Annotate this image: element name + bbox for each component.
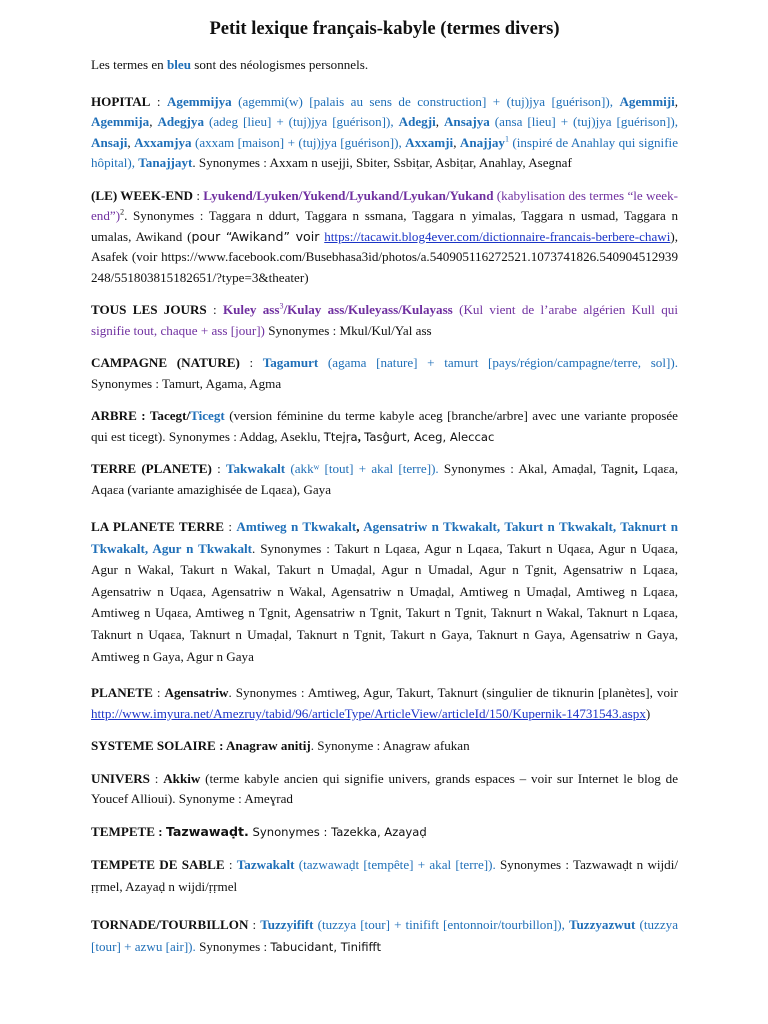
entry-hopital: HOPITAL : Agemmijya (agemmi(w) [palais au sens de construction] + (tuj)jya [guérison]), Agemmiji, Agemmija, Adegjya (adeg [lieu] + (tuj)jya [guérison]), Adegji, Ansajya (ansa [lieu] + (tuj)jya [guérison]), Ansaji, Axxamjya (axxam [maison] + (tuj)jya [guérison]), Axxamji, Anajjay$^1$ (inspiré de Anahlay qui signifie hôpital), Tanajjayt. Synonymes : Axxam n usejji, Sbiter, Ssbiṭar, Asbiṭar, Anahlay, Asegnaf <box>91 93 679 170</box>
entry-head: UNIVERS <box>91 770 150 786</box>
entry-head: PLANETE <box>91 685 153 701</box>
term: Lyukend/Lyuken/Yukend/Lyukand/Lyukan/Yukand <box>203 187 494 203</box>
separator: , <box>357 428 365 444</box>
intro-text-end: sont des néologismes personnels. <box>191 57 369 72</box>
synonyms: Synonymes : Tazwawaḍt n wijdi/ṛṛmel, Azayaḍ n wijdi/ṛṛmel <box>91 857 678 895</box>
dictionary-link[interactable]: https://tacawit.blog4ever.com/dictionnaire-francais-berbere-chawi <box>324 228 671 244</box>
synonyms: Synonymes : <box>195 939 271 955</box>
footnote-ref[interactable]: 1 <box>504 134 509 144</box>
separator: : <box>239 355 263 370</box>
separator: , <box>634 461 638 476</box>
term-note: (tazwawaḍt [tempête] + akal [terre]). <box>294 857 496 873</box>
synonyms: Synonymes : Mkul/Kul/Yal ass <box>264 322 432 338</box>
term: Tuzzyifift <box>260 917 314 933</box>
entry-planete-terre: LA PLANETE TERRE : Amtiweg n Tkwakalt, Agensatriw n Tkwakalt, Takurt n Tkwakalt, Taknurt n Tkwakalt, Agur n Tkwakalt. Synonymes : Takurt n Lqaɛa, Agur n Lqaɛa, Takurt n Uqaɛa, Agur n Uqaɛa, Agur n Wakal, Takurt n Wakal, Takurt n Umaḍal, Agur n Umadal, Agur n Tgnit, Agensatriw n Lqaɛa, Agensatriw n Uqaɛa, Agensatriw n Wakal, Agensatriw n Umaḍal, Amtiweg n Umaḍal, Amtiweg n Lqaɛa, Amtiweg n Uqaɛa, Amtiweg n Tgnit, Agensatriw n Tgnit, Takurt n Tgnit, Taknurt n Wakal, Taknurt n Lqaɛa, Taknurt n Uqaɛa, Taknurt n Umaḍal, Taknurt n Tgnit, Takurt n Gaya, Taknurt n Gaya, Agensatriw n Gaya, Amtiweg n Gaya, Agur n Gaya <box>91 519 679 664</box>
term-note: (version féminine du terme kabyle aceg [branche/arbre] avec une variante proposée qui est ticegt). Synonymes : Addag, Aseklu, <box>91 408 678 444</box>
term: Axxamji <box>405 134 454 150</box>
entry-head: (LE) WEEK-END <box>91 187 194 203</box>
separator: ) <box>645 705 651 721</box>
term-note: (adeg [lieu] + (tuj)jya [guérison]), <box>204 114 394 129</box>
term-note: (inspiré de Anahlay qui signifie hôpital), <box>91 134 679 170</box>
synonyms: Synonymes : Akal, Amaḍal, Tagnit <box>438 461 635 476</box>
footnote-ref[interactable]: 2 <box>120 207 125 217</box>
term: Adegjya <box>157 114 204 129</box>
term: Taknurt n Tkwakalt <box>91 519 679 556</box>
term-note: (Kul vient de l’arabe algérien Kull qui signifie tout, chaque + ass [jour]) <box>91 302 678 338</box>
term: Agemmiji <box>619 93 675 109</box>
term-note: (agama [nature] + tamurt [pays/région/campagne/terre, sol]). <box>318 355 678 370</box>
entry-head: TORNADE/TOURBILLON <box>91 917 249 933</box>
term: Ticegt <box>190 408 225 423</box>
intro-paragraph <box>91 55 678 76</box>
entry-terre <box>91 459 678 500</box>
term-note: (axxam [maison] + (tuj)jya [guérison]), <box>191 134 402 150</box>
separator: : <box>248 917 261 933</box>
entry-head: LA PLANETE TERRE <box>91 519 224 534</box>
separator: : <box>206 302 223 317</box>
term: Anajjay <box>459 134 505 150</box>
term: Agensatriw n Tkwakalt <box>363 519 497 534</box>
term: Agensatriw <box>164 685 229 701</box>
term: /Kulay ass/Kuleyass/Kulayass <box>283 302 453 317</box>
synonyms: . Synonymes : Axxam n usejji, Sbiter, Ssbiṭar, Asbiṭar, Anahlay, Asegnaf <box>192 155 572 170</box>
term: Ansajya <box>443 114 490 129</box>
term: Agemmija <box>91 114 150 129</box>
entry-tempete-de-sable <box>91 854 678 898</box>
separator: : <box>150 93 167 109</box>
entry-head: ARBRE : Tacegt/ <box>91 408 191 423</box>
separator: : <box>149 770 164 786</box>
term: Agur n Tkwakalt <box>152 540 252 556</box>
synonyms-sans: Tabucidant, Tinififft <box>270 940 382 955</box>
entry-head: SYSTEME SOLAIRE : Anagraw anitij <box>91 738 311 754</box>
intro-text: Les termes en <box>91 57 167 72</box>
term-note: (terme kabyle ancien qui signifie univers, grands espaces – voir sur Internet le blog de Youcef Allioui). Synonyme : Ameɣrad <box>91 770 679 807</box>
synonyms-sans: Synonymes : Tazekka, Azayaḍ <box>248 824 427 839</box>
entry-head: CAMPAGNE (NATURE) <box>91 355 240 370</box>
entry-systeme-solaire <box>91 736 678 757</box>
term: Tanajjayt <box>138 155 193 170</box>
synonyms: . Synonymes : Taggara n ddurt, Taggara n ssmana, Taggara n yimalas, Taggara n usmad, Taggara n umalas, Awikand ( <box>91 208 678 244</box>
term: Tuzzyazwut <box>568 917 636 933</box>
separator: : <box>193 187 204 203</box>
separator: : <box>224 857 237 873</box>
footnote-ref[interactable]: 3 <box>279 301 284 311</box>
synonyms: . Synonymes : Takurt n Lqaɛa, Agur n Lqaɛa, Takurt n Uqaɛa, Agur n Uqaɛa, Agur n Wakal, Takurt n Wakal, Takurt n Umaḍal, Agur n Umadal, Agur n Tgnit, Agensatriw n Lqaɛa, Agensatriw n Uqaɛa, Agensatriw n Wakal, Agensatriw n Umaḍal, Amtiweg n Umaḍal, Amtiweg n Lqaɛa, Amtiweg n Uqaɛa, Amtiweg n Tgnit, Agensatriw n Tgnit, Takurt n Tgnit, Taknurt n Wakal, Taknurt n Lqaɛa, Taknurt n Uqaɛa, Taknurt n Umaḍal, Taknurt n Tgnit, Takurt n Gaya, Taknurt n Gaya, Agensatriw n Gaya, Amtiweg n Gaya, Agur n Gaya <box>91 540 678 664</box>
entry-tous-les-jours <box>91 300 678 341</box>
entry-tempete <box>91 822 678 843</box>
term: Adegji <box>398 114 436 129</box>
intro-blue-word: bleu <box>167 57 192 72</box>
entry-weekend <box>91 186 678 289</box>
separator: : <box>152 685 165 701</box>
term-note: (kabylisation des termes “le week-end”) <box>91 187 679 223</box>
entry-head: TOUS LES JOURS <box>91 302 207 317</box>
facebook-url: https://www.facebook.com/Busebhasa3id/photos/a.540905116272521.1073741826.540904512939248/551803815182651/?type=3&theater) <box>91 249 678 285</box>
separator: : <box>223 519 237 534</box>
imyura-link[interactable]: http://www.imyura.net/Amezruy/tabid/96/articleType/ArticleView/articleId/150/Kupernik-14731543.aspx <box>91 705 646 721</box>
entry-campagne <box>91 353 678 394</box>
term: Takwakalt <box>225 461 286 476</box>
term-note: (akkʷ [tout] + akal [terre]). <box>285 461 439 476</box>
term: Agemmijya <box>166 93 232 109</box>
entry-planete <box>91 683 678 724</box>
entry-head: TERRE (PLANETE) <box>91 461 212 476</box>
synonyms: Lqaɛa, Aqaɛa (variante amazighisée de Lqaɛa), Gaya <box>91 461 678 497</box>
term-note: (agemmi(w) [palais au sens de construction] + (tuj)jya [guérison]), <box>231 93 614 109</box>
separator: : <box>211 461 226 476</box>
synonyms: Synonymes : Tamurt, Agama, Agma <box>91 375 282 391</box>
synonyms-sans: pour “Awikand” voir <box>191 228 320 244</box>
synonyms: . Synonymes : Amtiweg, Agur, Takurt, Taknurt (singulier de tiknurin [planètes], voir <box>228 685 678 701</box>
synonyms-end: ), Asafek (voir <box>91 228 678 264</box>
term-note: (ansa [lieu] + (tuj)jya [guérison]), <box>489 114 678 129</box>
entry-head: TEMPETE : <box>91 823 166 839</box>
term: Akkiw <box>163 770 201 786</box>
term: Tazwakalt <box>236 857 295 873</box>
entry-head: TEMPETE DE SABLE <box>91 857 225 873</box>
entry-univers <box>91 769 678 810</box>
term-note: (tuzzya [tour] + azwu [air]). <box>91 917 678 955</box>
synonyms-sans: Tasĝurt, Aceg, Aleccac <box>364 429 495 444</box>
term: Ansaji <box>91 134 128 150</box>
entry-tornade <box>91 914 678 958</box>
term: Amtiweg n Tkwakalt <box>236 519 357 534</box>
synonyms: . Synonyme : Anagraw afukan <box>310 738 470 754</box>
term: Tazwawaḍt. <box>165 823 249 839</box>
term: Axxamjya <box>134 134 192 150</box>
term: Kuley ass <box>222 302 280 317</box>
term-note: (tuzzya [tour] + tinifift [entonnoir/tourbillon]), <box>313 917 565 933</box>
term: Takurt n Tkwakalt <box>504 519 613 534</box>
page-title: Petit lexique français-kabyle (termes divers) <box>209 18 560 39</box>
synonyms-sans: Ttejṛa <box>323 429 358 444</box>
entry-arbre <box>91 406 678 447</box>
entry-head: HOPITAL <box>91 93 151 109</box>
term: Tagamurt <box>262 355 319 370</box>
